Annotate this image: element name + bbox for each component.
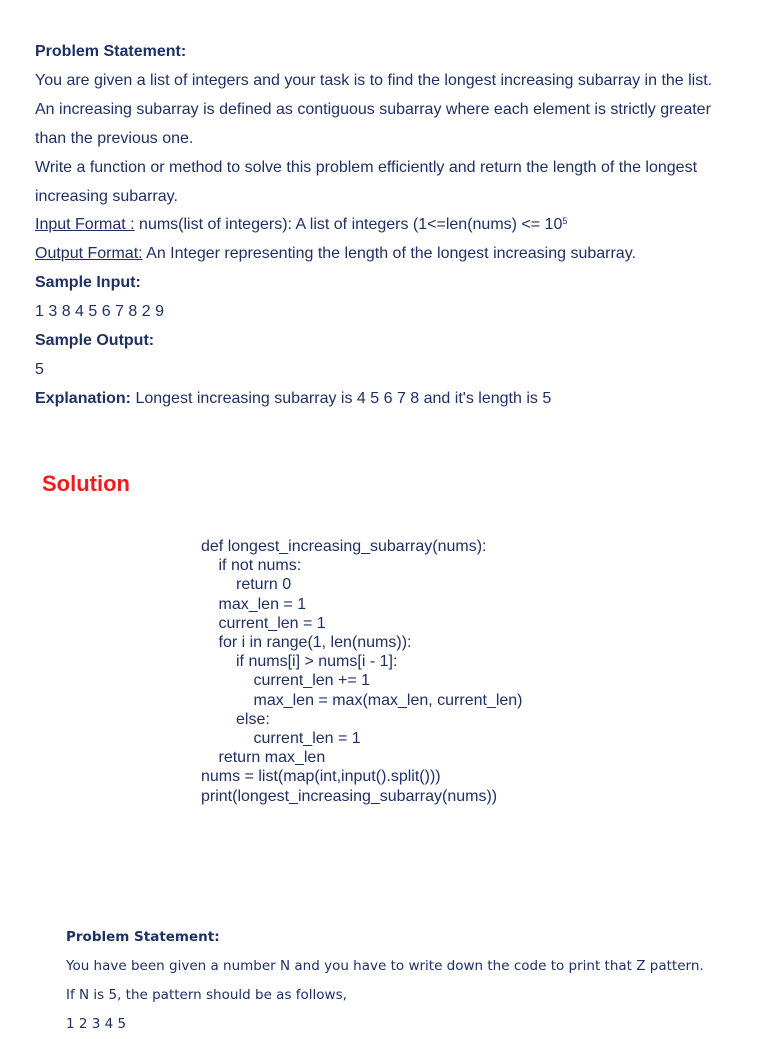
problem-text-line: increasing subarray. [35,187,178,205]
sample-input-label: Sample Input: [35,274,141,292]
input-format [35,211,735,240]
code-line: def longest_increasing_subarray(nums): [201,538,487,555]
code-line: return 0 [236,576,292,594]
code-line: current_len = 1 [218,614,326,632]
sample-output-label: Sample Output: [35,332,155,350]
problem-text-line: An increasing subarray is defined as contiguous subarray where each element is strictly greater [35,100,711,118]
code-line: if nums[i] > nums[i - 1]: [236,653,398,671]
code-line: if not nums: [218,557,302,575]
solution-heading: Solution [42,471,130,496]
code-block [201,537,523,806]
code-line: max_len = 1 [218,595,307,613]
input-format-exponent: 5 [562,216,568,227]
problem-statement-2 [66,923,704,1039]
problem-heading: Problem Statement: [66,929,220,945]
problem-text-line: If N is 5, the pattern should be as follows, [66,987,347,1003]
code-line: else: [236,710,270,728]
explanation [35,385,735,414]
explanation-text: Longest increasing subarray is 4 5 6 7 8 and it's length is 5 [131,389,552,407]
pattern-line: 1 2 3 4 5 [66,1016,127,1032]
code-line: current_len += 1 [253,672,371,690]
code-line: nums = list(map(int,input().split())) [201,768,441,786]
sample-output: 5 [35,360,44,378]
problem-text-line: than the previous one. [35,129,194,147]
explanation-label: Explanation: [35,389,132,407]
output-format-label: Output Format: [35,245,143,263]
output-format [35,240,735,269]
code-line: return max_len [218,749,326,767]
problem-text-line: You are given a list of integers and your task is to find the longest increasing subarray in the list. [35,71,713,89]
code-line: for i in range(1, len(nums)): [218,634,412,652]
problem-text-line: Write a function or method to solve this problem efficiently and return the length of the longest [35,158,698,176]
code-line: max_len = max(max_len, current_len) [253,691,523,709]
input-format-label: Input Format : [35,216,135,234]
code-line: print(longest_increasing_subarray(nums)) [201,787,498,805]
sample-input: 1 3 8 4 5 6 7 8 2 9 [35,303,164,321]
code-line: current_len = 1 [253,730,361,748]
problem-statement-1 [35,38,735,414]
problem-text-line: You have been given a number N and you have to write down the code to print that Z pattern. [66,958,704,974]
output-format-text: An Integer representing the length of the longest increasing subarray. [142,245,636,263]
problem-heading: Problem Statement: [35,43,187,60]
input-format-text: nums(list of integers): A list of integers (1<=len(nums) <= 10 [134,216,563,234]
